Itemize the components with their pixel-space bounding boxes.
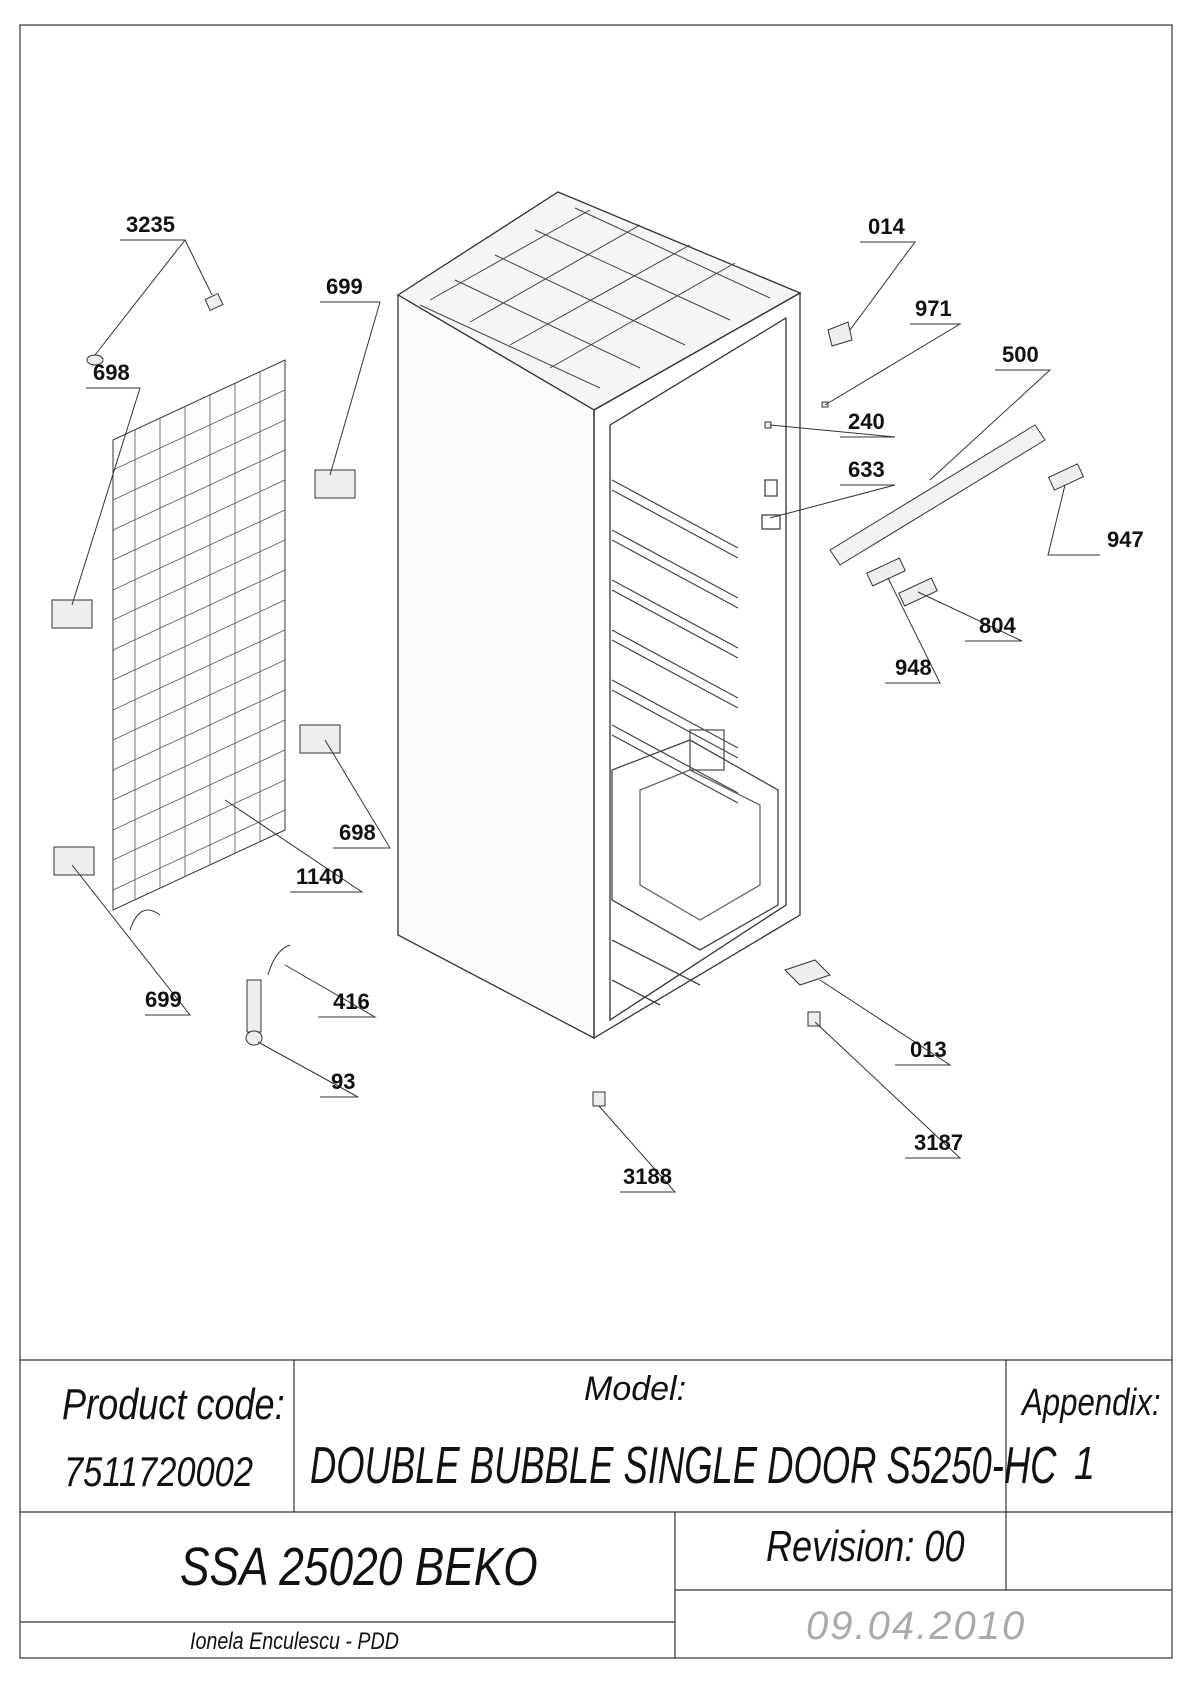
callout-013: 013 (910, 1037, 947, 1062)
model-value: DOUBLE BUBBLE SINGLE DOOR S5250-HC (310, 1437, 1057, 1495)
condenser-grid (113, 360, 285, 930)
callout-1140: 1140 (296, 864, 344, 889)
author: Ionela Enculescu - PDD (190, 1628, 399, 1655)
callout-633: 633 (848, 457, 885, 482)
callout-971: 971 (915, 296, 952, 321)
callout-3187: 3187 (914, 1130, 963, 1155)
product-code-label: Product code: (62, 1380, 285, 1429)
callout-699-b: 699 (145, 987, 182, 1012)
callout-500: 500 (1002, 342, 1039, 367)
callout-698: 698 (93, 360, 130, 385)
model-code: SSA 25020 BEKO (180, 1537, 538, 1597)
callout-3188: 3188 (623, 1164, 672, 1189)
callout-240: 240 (848, 409, 885, 434)
callout-947: 947 (1107, 527, 1144, 552)
callout-948: 948 (895, 655, 932, 680)
revision: Revision: 00 (766, 1522, 965, 1571)
refrigerator-cabinet (398, 192, 800, 1038)
callout-93: 93 (331, 1069, 356, 1094)
model-label: Model: (584, 1370, 687, 1408)
callout-699: 699 (326, 274, 363, 299)
appendix-label: Appendix: (1022, 1382, 1161, 1424)
appendix-value: 1 (1074, 1437, 1095, 1489)
callout-014: 014 (868, 214, 905, 239)
callout-698-b: 698 (339, 820, 376, 845)
revision-date: 09.04.2010 (806, 1604, 1027, 1648)
callout-804: 804 (979, 613, 1016, 638)
callout-416: 416 (333, 989, 370, 1014)
product-code-value: 7511720002 (64, 1448, 253, 1495)
callout-3235: 3235 (126, 212, 175, 237)
